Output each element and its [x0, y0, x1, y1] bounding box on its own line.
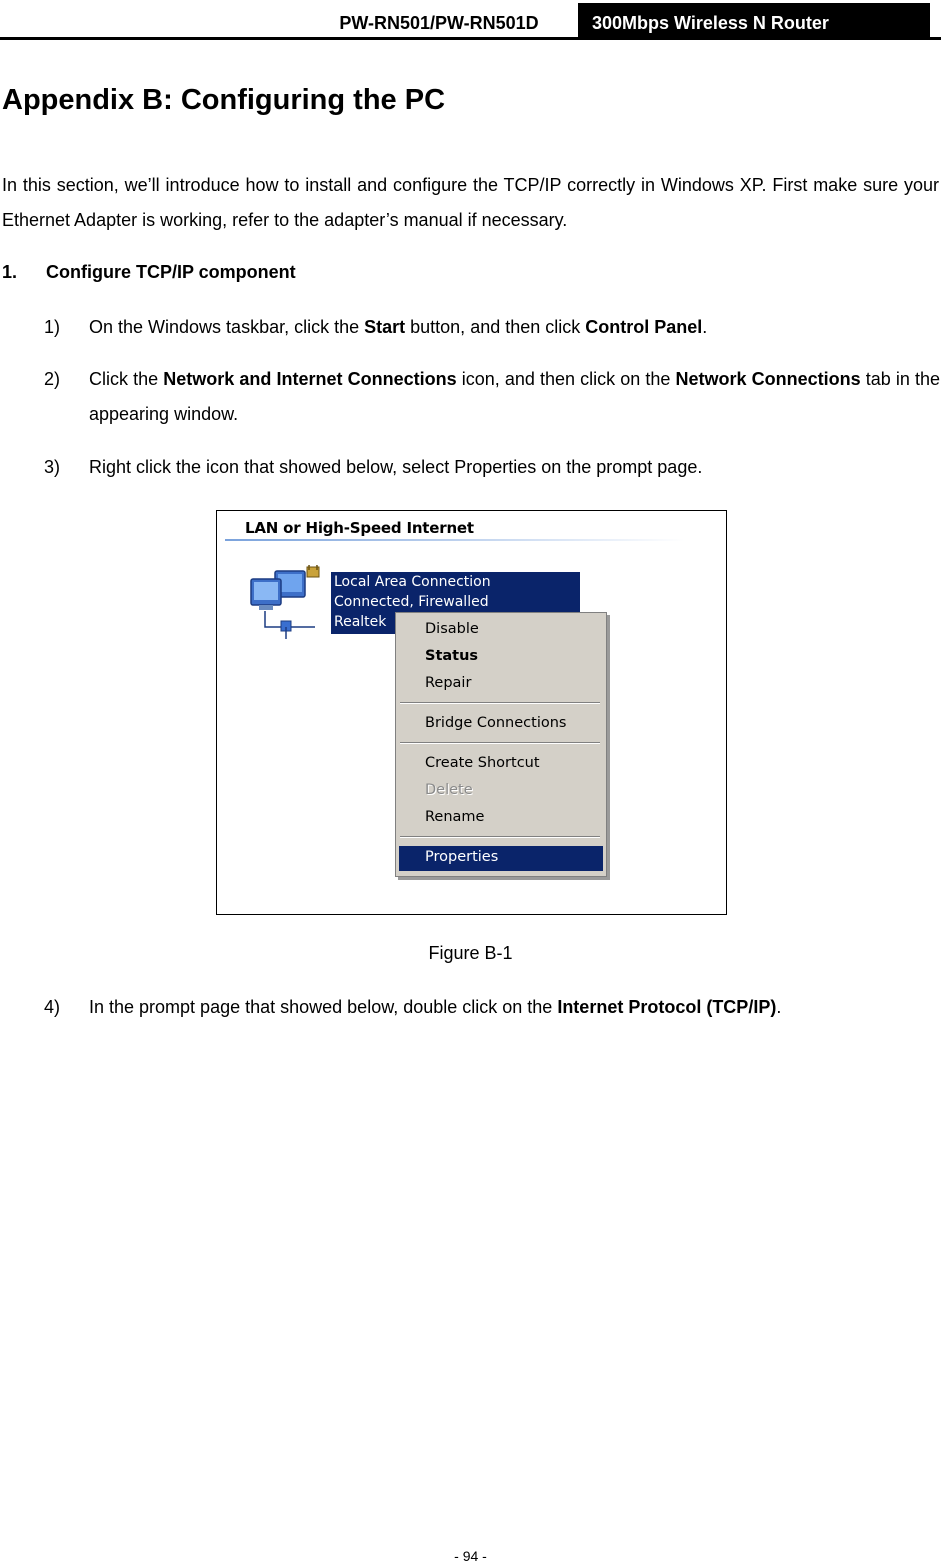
header-product: 300Mbps Wireless N Router	[578, 3, 930, 40]
step-text-run: Click the	[89, 369, 164, 389]
group-divider	[225, 539, 685, 541]
step-text	[89, 362, 940, 432]
menu-item-properties[interactable]: Properties	[425, 849, 499, 865]
step-item	[44, 362, 940, 432]
intro-paragraph: In this section, we’ll introduce how to install and configure the TCP/IP correctly in Windows XP. First make sure your Ethernet Adapter is working, refer to the adapter’s manual if necessary.	[2, 175, 939, 230]
context-menu	[395, 612, 607, 877]
step-number: 4)	[44, 997, 61, 1017]
step-text-bold: Network and Internet Connections	[163, 369, 457, 389]
step-text-run: On the Windows taskbar, click the	[89, 317, 365, 337]
section-title: Configure TCP/IP component	[46, 262, 296, 282]
figure-screenshot	[216, 510, 727, 915]
step-item	[44, 310, 940, 345]
group-title: LAN or High-Speed Internet	[245, 519, 474, 537]
step-text-bold: Start	[364, 317, 406, 337]
connection-device: Realtek	[334, 614, 387, 630]
header-rule	[0, 37, 941, 40]
page-title: Appendix B: Configuring the PC	[2, 84, 446, 116]
connection-name: Local Area Connection	[334, 574, 491, 590]
step-text-bold: Control Panel	[585, 317, 703, 337]
menu-item-create-shortcut[interactable]: Create Shortcut	[425, 755, 540, 771]
step-text	[89, 310, 940, 345]
section-number: 1.	[2, 262, 18, 282]
connection-status: Connected, Firewalled	[334, 594, 489, 610]
step-text-run: tab in the appearing window.	[89, 369, 940, 424]
step-text-run: icon, and then click on the	[456, 369, 676, 389]
header-model: PW-RN501/PW-RN501D	[339, 13, 539, 33]
page-number: - 94 -	[454, 1548, 487, 1564]
step-number: 1)	[44, 317, 61, 337]
menu-item-bridge-connections[interactable]: Bridge Connections	[425, 715, 567, 731]
step-text-bold: Internet Protocol (TCP/IP)	[557, 997, 777, 1017]
menu-item-delete: Delete	[425, 782, 473, 798]
figure-caption: Figure B-1	[428, 943, 513, 963]
menu-separator	[400, 702, 600, 704]
step-text-run: In the prompt page that showed below, double click on the	[89, 997, 558, 1017]
step-number: 3)	[44, 457, 61, 477]
menu-separator	[400, 742, 600, 744]
menu-item-status[interactable]: Status	[425, 648, 479, 664]
step-text-run: button, and then click	[405, 317, 586, 337]
step-text	[89, 990, 940, 1025]
step-number: 2)	[44, 369, 61, 389]
section-heading	[2, 262, 296, 283]
menu-separator	[400, 836, 600, 838]
step-text	[89, 450, 940, 485]
menu-item-rename[interactable]: Rename	[425, 809, 485, 825]
step-text-bold: Network Connections	[675, 369, 861, 389]
step-item	[44, 990, 940, 1025]
menu-item-disable[interactable]: Disable	[425, 621, 479, 637]
step-text-run: .	[702, 317, 708, 337]
step-text-run: .	[776, 997, 782, 1017]
step-item	[44, 450, 940, 485]
step-text-run: Right click the icon that showed below, select Properties on the prompt page.	[89, 457, 703, 477]
network-connection-icon[interactable]	[245, 565, 327, 643]
menu-item-repair[interactable]: Repair	[425, 675, 472, 691]
